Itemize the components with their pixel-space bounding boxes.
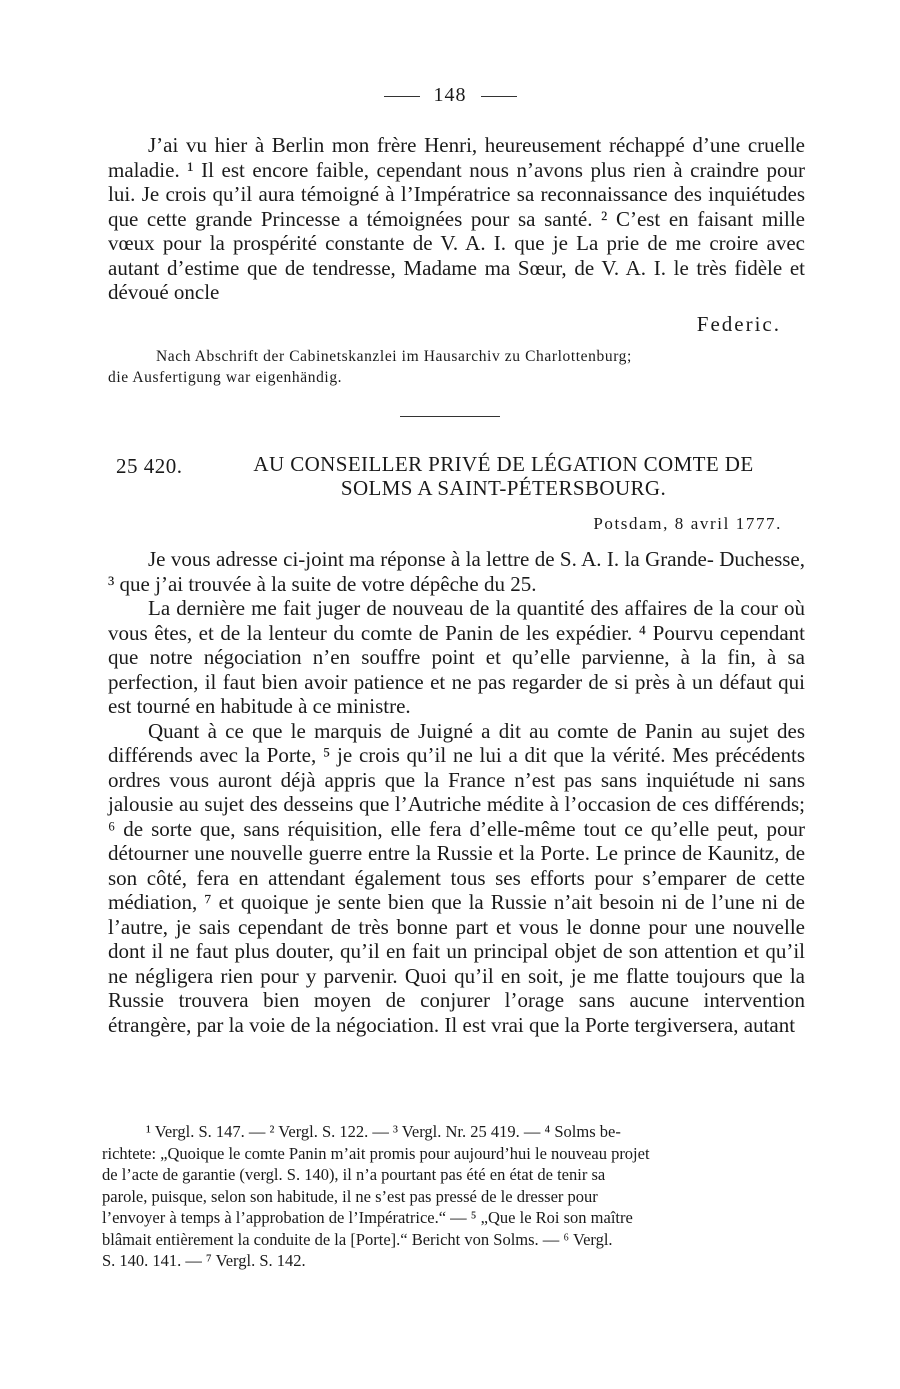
paragraph-3 bbox=[108, 719, 805, 1038]
text-line: Pourvu cependant que notre négociation n’en souffre point et qu’elle bbox=[108, 620, 806, 669]
letter-title bbox=[202, 452, 805, 500]
text-line: une nouvelle guerre entre la Russie et la Porte. Le prince de Kaunitz, bbox=[194, 841, 780, 865]
letter-title-line: AU CONSEILLER PRIVÉ DE LÉGATION COMTE DE bbox=[253, 452, 754, 476]
footnote-line: de l’acte de garantie (vergl. S. 140), il n’a pourtant pas été en état de tenir sa bbox=[102, 1165, 606, 1184]
footnotes bbox=[102, 1121, 799, 1272]
text-line: un principal objet de son attention et qu’il ne négligera rien pour y bbox=[108, 939, 806, 988]
text-line: bien moyen de conjurer l’orage sans aucune intervention étrangère, par bbox=[108, 988, 805, 1037]
archive-note-line: Nach Abschrift der Cabinetskanzlei im Hausarchiv zu Charlottenburg; bbox=[156, 348, 632, 365]
text-line: ni de l’une ni de l’autre, je sais cependant de très bonne part et vous bbox=[108, 890, 805, 939]
text-line: vérité. Mes précédents ordres vous auront déjà appris que la France bbox=[108, 743, 806, 792]
text-line: de son côté, fera en attendant également tous ses efforts pour s’emparer bbox=[108, 841, 806, 890]
text-line: La dernière me fait juger de nouveau de la quantité des affaires de bbox=[148, 596, 714, 620]
text-line: tendresse, Madame ma Sœur, de V. A. I. le très fidèle et dévoué oncle bbox=[108, 255, 806, 304]
page-number: 148 bbox=[433, 84, 467, 106]
text-line: plus rien à craindre pour lui. Je crois qu’il aura témoigné à l’Impératrice bbox=[108, 157, 805, 206]
footnote-line: l’envoyer à temps à l’approbation de l’Impératrice.“ — ⁵ „Que le Roi son maître bbox=[102, 1208, 633, 1227]
letter-number: 25 420. bbox=[116, 454, 183, 478]
signature: Federic. bbox=[696, 312, 781, 336]
text-line: Duchesse, ³ que j’ai trouvée à la suite de votre dépêche du 25. bbox=[108, 547, 805, 596]
place-date: Potsdam, 8 avril 1777. bbox=[593, 514, 782, 533]
footnote-line: ¹ Vergl. S. 147. — ² Vergl. S. 122. — ³ Vergl. Nr. 25 419. — ⁴ Solms be- bbox=[146, 1122, 621, 1141]
paragraph-2 bbox=[108, 596, 805, 719]
text-line: J’ai vu hier à Berlin mon frère Henri, heureusement réchappé bbox=[148, 133, 685, 157]
letter-title-line: SOLMS A SAINT-PÉTERSBOURG. bbox=[340, 476, 667, 500]
text-line: le donne pour une nouvelle dont il ne faut plus douter, qu’il en fait bbox=[108, 914, 805, 963]
text-line: de V. A. I. que je La prie de me croire avec autant d’estime que de bbox=[108, 231, 806, 280]
text-line: sa reconnaissance des inquiétudes que cette grande Princesse a témoignées bbox=[108, 182, 806, 231]
footnote-line: parole, puisque, selon son habitude, il ne s’est pas pressé de le dresser pour bbox=[102, 1186, 598, 1206]
section-divider bbox=[400, 416, 500, 417]
text-line: pas regarder de si près à un défaut qui est tourné en habitude à ce bbox=[108, 669, 806, 718]
letter-heading bbox=[108, 452, 805, 500]
text-line: l’Autriche médite à l’occasion de ces différends; ⁶ de sorte que, sans bbox=[108, 792, 806, 841]
letter-body bbox=[108, 547, 805, 1037]
text-line: d’une cruelle maladie. ¹ Il est encore faible, cependant nous n’avons bbox=[108, 133, 805, 182]
footnote-line: richtete: „Quoique le comte Panin m’ait promis pour aujourd’hui le nouveau projet bbox=[102, 1143, 650, 1163]
text-line: ministre. bbox=[336, 694, 411, 718]
text-line: la cour où vous êtes, et de la lenteur du comte de Panin de les expédier. ⁴ bbox=[108, 596, 805, 645]
text-line: pour sa santé. ² C’est en faisant mille vœux pour la prospérité constante bbox=[108, 206, 805, 255]
left-dash bbox=[384, 96, 420, 97]
right-dash bbox=[481, 96, 517, 97]
text-line: de cette médiation, ⁷ et quoique je sente bien que la Russie n’ait besoin bbox=[108, 865, 805, 914]
text-line: la voie de la négociation. Il est vrai que la Porte tergiversera, autant bbox=[228, 1012, 796, 1037]
text-line: parvenir. Quoi qu’il en soit, je me flatte toujours que la Russie trouvera bbox=[108, 963, 806, 1012]
page-number-header bbox=[0, 84, 900, 107]
footnote-line: S. 140. 141. — ⁷ Vergl. S. 142. bbox=[102, 1251, 306, 1270]
text-line: parvienne, à la fin, à sa perfection, il faut bien avoir patience et ne bbox=[108, 645, 805, 694]
paragraph-1 bbox=[108, 547, 805, 596]
text-line: Quant à ce que le marquis de Juigné a dit au comte de Panin au bbox=[148, 718, 721, 743]
text-line: sujet des différends avec la Porte, ⁵ je crois qu’il ne lui a dit que la bbox=[108, 718, 805, 767]
text-line: n’est pas sans inquiétude ni sans jalousie au sujet des desseins que bbox=[108, 767, 806, 816]
archive-note-line: die Ausfertigung war eigenhändig. bbox=[108, 369, 343, 386]
archive-note bbox=[108, 346, 805, 388]
text-line: réquisition, elle fera d’elle-même tout ce qu’elle peut, pour détourner bbox=[108, 816, 805, 865]
previous-letter-ending bbox=[108, 133, 805, 305]
text-line: Je vous adresse ci-joint ma réponse à la lettre de S. A. I. la Grande- bbox=[148, 547, 714, 571]
footnote-line: blâmait entièrement la conduite de la [Porte].“ Bericht von Solms. — ⁶ Vergl. bbox=[102, 1229, 613, 1249]
closing-paragraph bbox=[108, 133, 805, 305]
